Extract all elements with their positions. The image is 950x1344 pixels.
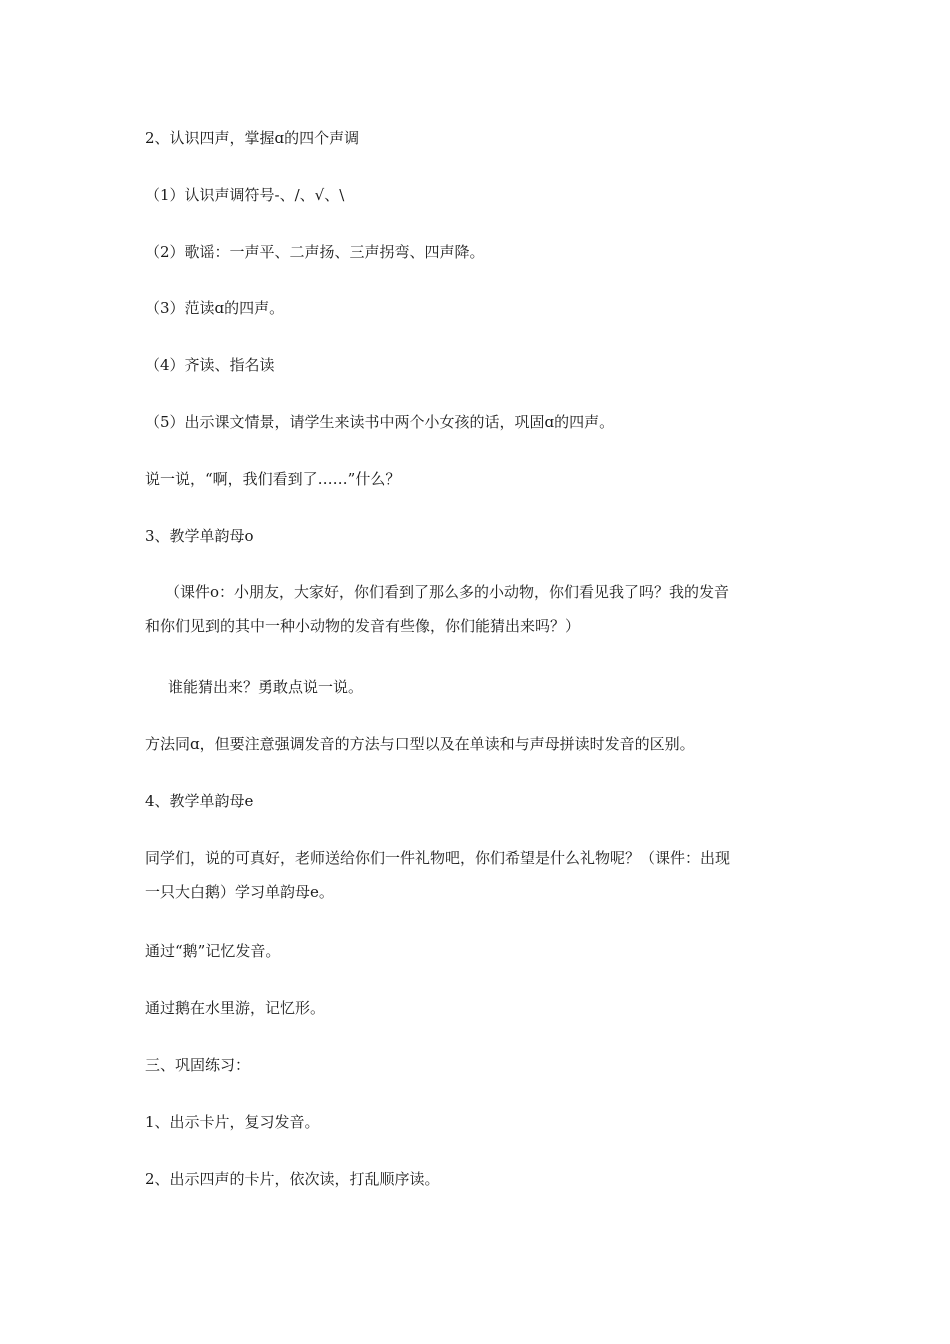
memory-sound: 通过“鹅”记忆发音。 (145, 942, 281, 960)
memory-shape: 通过鹅在水里游，记忆形。 (145, 999, 326, 1017)
heading-vowel-e: 4、教学单韵母e (145, 792, 254, 810)
courseware-o-line1: （课件o：小朋友，大家好，你们看到了那么多的小动物，你们看见我了吗？我的发音 (165, 583, 730, 601)
courseware-o-line2: 和你们见到的其中一种小动物的发音有些像，你们能猜出来吗？） (145, 617, 581, 635)
say-prompt: 说一说，“啊，我们看到了……”什么？ (145, 470, 401, 488)
step-scene: （5）出示课文情景，请学生来读书中两个小女孩的话，巩固ɑ的四声。 (145, 413, 615, 431)
step-group-reading: （4）齐读、指名读 (145, 356, 275, 374)
step-rhyme: （2）歌谣：一声平、二声扬、三声拐弯、四声降。 (145, 243, 485, 261)
gift-line1: 同学们，说的可真好，老师送给你们一件礼物吧，你们希望是什么礼物呢？（课件：出现 (145, 849, 731, 867)
step-model-reading: （3）范读ɑ的四声。 (145, 299, 285, 317)
heading-practice: 三、巩固练习： (145, 1056, 251, 1074)
guess-prompt: 谁能猜出来？勇敢点说一说。 (168, 678, 364, 696)
gift-line2: 一只大白鹅）学习单韵母e。 (145, 883, 334, 901)
method-note: 方法同ɑ，但要注意强调发音的方法与口型以及在单读和与声母拼读时发音的区别。 (145, 735, 695, 753)
practice-cards: 1、出示卡片，复习发音。 (145, 1113, 320, 1131)
step-tone-marks: （1）认识声调符号-、/、√、\ (145, 186, 345, 204)
heading-vowel-o: 3、教学单韵母o (145, 527, 254, 545)
heading-four-tones: 2、认识四声，掌握ɑ的四个声调 (145, 129, 360, 147)
practice-tone-cards: 2、出示四声的卡片，依次读，打乱顺序读。 (145, 1170, 440, 1188)
